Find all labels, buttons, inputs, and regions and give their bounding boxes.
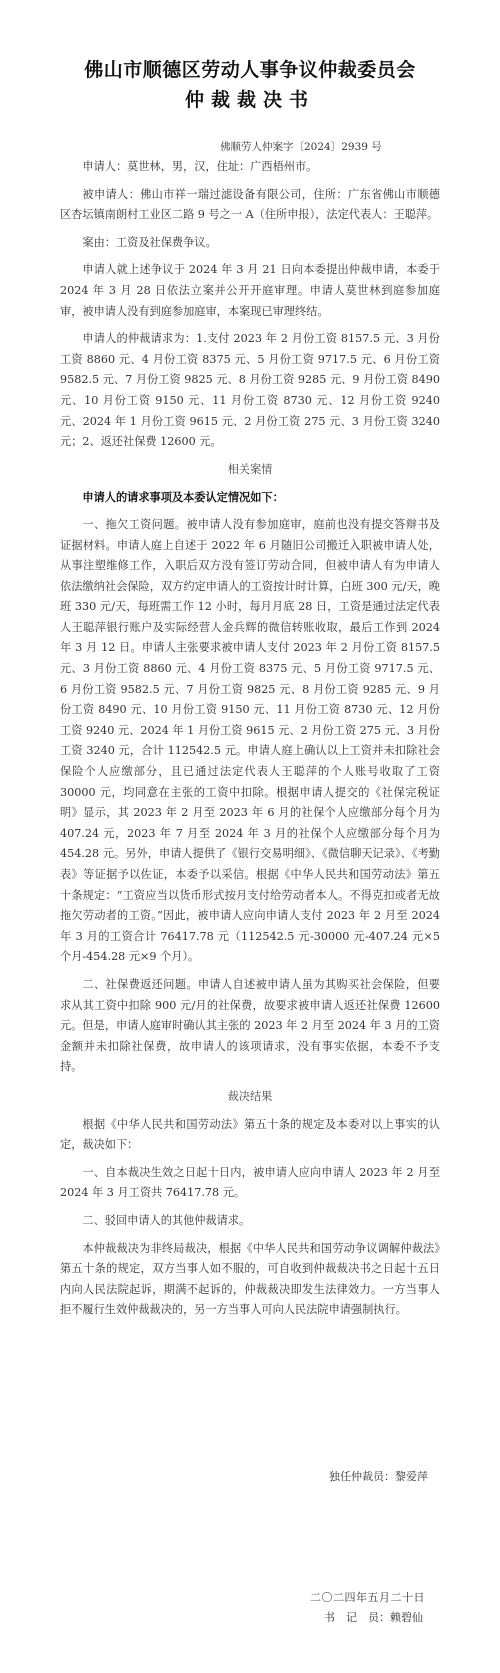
fact-social-insurance-paragraph: 二、社保费返还问题。申请人自述被申请人虽为其购买社会保险，但要求从其工资中扣除 900 元/月的社保费，故要求被申请人返还社保费 12600 元。但是，申请人庭审时确认其主张的 2023 年 2 月至 2024 年 3 月的工资金额并未扣除社保费，故申请人的该项请求，没有事实依据，本委不予支持。 bbox=[60, 977, 440, 1074]
clerk-signature: 书 记 员：赖碧仙 bbox=[324, 1611, 423, 1624]
ruling-item-2: 二、驳回申请人的其他仲裁请求。 bbox=[82, 1213, 251, 1227]
ruling-date: 二〇二四年五月二十日 bbox=[310, 1591, 425, 1604]
applicant-info: 申请人：莫世林，男，汉，住址：广西梧州市。 bbox=[82, 160, 318, 173]
case-number: 佛顺劳人仲案字〔2024〕2939 号 bbox=[220, 141, 382, 153]
document-org-title: 佛山市顺德区劳动人事争议仲裁委员会 bbox=[84, 59, 416, 81]
arbitrator-signature: 独任仲裁员：黎爱萍 bbox=[329, 1470, 428, 1483]
section-facts-heading: 相关案情 bbox=[227, 462, 273, 476]
ruling-item-1: 一、自本裁决生效之日起十日内，被申请人应向申请人 2023 年 2 月至 2024 年 3 月工资共 76417.78 元。 bbox=[60, 1165, 440, 1200]
fact-wages-paragraph: 一、拖欠工资问题。被申请人没有参加庭审，庭前也没有提交答辩书及证据材料。申请人庭上自述于 2022 年 6 月随旧公司搬迁入职被申请人处，从事注塑维修工作，入职后双方没有签订劳动合同，但被申请人有为申请人依法缴纳社会保险，双方约定申请人的工资按计时计算，白班 300 元/天，晚班 330 元/天，每班需工作 12 小时，每月月底 28 日，工资是通过法定代表人王聪萍银行账户及实际经营人金兵辉的微信转账收取，最后工作到 2024 年 3 月 12 日。申请人主张要求被申请人支付 2023 年 2 月份工资 8157.5 元、3 月份工资 8860 元、4 月份工资 8375 元、5 月份工资 9717.5 元、6 月份工资 9582.5 元、7 月份工资 9825 元、8 月份工资 9285 元、9 月份工资 8490 元、10 月份工资 9150 元、11 月份工资 8730 元、12 月份工资 9240 元、2024 年 1 月份工资 9615 元、2 月份工资 275 元、3 月份工资 3240 元，合计 112542.5 元。申请人庭上确认以上工资并未扣除社会保险个人应缴部分，且已通过法定代表人王聪萍的个人账号收取了工资 30000 元，均同意在主张的工资中扣除。根据申请人提交的《社保完税证明》显示，其 2023 年 2 月至 2023 年 6 月的社保个人应缴部分每个月为 407.24 元，2023 年 7 月至 2024 年 3 月的社保个人应缴部分每个月为 454.28 元。另外，申请人提供了《银行交易明细》、《微信聊天记录》、《考勤表》等证据予以佐证，本委予以采信。根据《中华人民共和国劳动法》第五十条规定：“工资应当以货币形式按月支付给劳动者本人。不得克扣或者无故拖欠劳动者的工资。”因此，被申请人应向申请人支付 2023 年 2 月至 2024 年 3 月的工资合计 76417.78 元（112542.5 元-30000 元-407.24 元×5 个月-454.28 元×9 个月）。 bbox=[60, 517, 440, 964]
claims-paragraph: 申请人的仲裁请求为：1.支付 2023 年 2 月份工资 8157.5 元、3 月份工资 8860 元、4 月份工资 8375 元、5 月份工资 9717.5 元、6 月份工资 9582.5 元、7 月份工资 9825 元、8 月份工资 9285 元、9 月份工资 8490 元、10 月份工资 9150 元、11 月份工资 8730 元、12 月份工资 9240 元、2024 年 1 月份工资 9615 元、2 月份工资 275 元、3 月份工资 3240 元；2、返还社保费 12600 元。 bbox=[60, 332, 440, 449]
document-type-title: 仲裁裁决书 bbox=[184, 89, 315, 111]
document-body bbox=[60, 157, 440, 1321]
facts-heading: 申请人的请求事项及本委认定情况如下： bbox=[82, 490, 284, 505]
respondent-info: 被申请人：佛山市祥一瑞过滤设备有限公司，住所：广东省佛山市顺德区杏坛镇南朗村工业区二路 9 号之一 A（住所申报），法定代表人：王聪萍。 bbox=[60, 187, 440, 222]
procedure-paragraph: 申请人就上述争议于 2024 年 3 月 21 日向本委提出仲裁申请，本委于 2024 年 3 月 28 日依法立案并公开开庭审理。申请人莫世林到庭参加庭审，被申请人没有到庭参加庭审，本案现已审理终结。 bbox=[60, 263, 440, 318]
section-result-heading: 裁决结果 bbox=[227, 1089, 273, 1103]
ruling-intro: 根据《中华人民共和国劳动法》第五十条的规定及本委对以上事实的认定，裁决如下： bbox=[60, 1117, 440, 1152]
finality-paragraph: 本仲裁裁决为非终局裁决，根据《中华人民共和国劳动争议调解仲裁法》第五十条的规定，双方当事人如不服的，可自收到仲裁裁决书之日起十五日内向人民法院起诉，期满不起诉的，仲裁裁决即发生法律效力。一方当事人拒不履行生效仲裁裁决的，另一方当事人可向人民法院申请强制执行。 bbox=[60, 1241, 440, 1317]
case-cause: 案由：工资及社保费争议。 bbox=[82, 235, 217, 249]
